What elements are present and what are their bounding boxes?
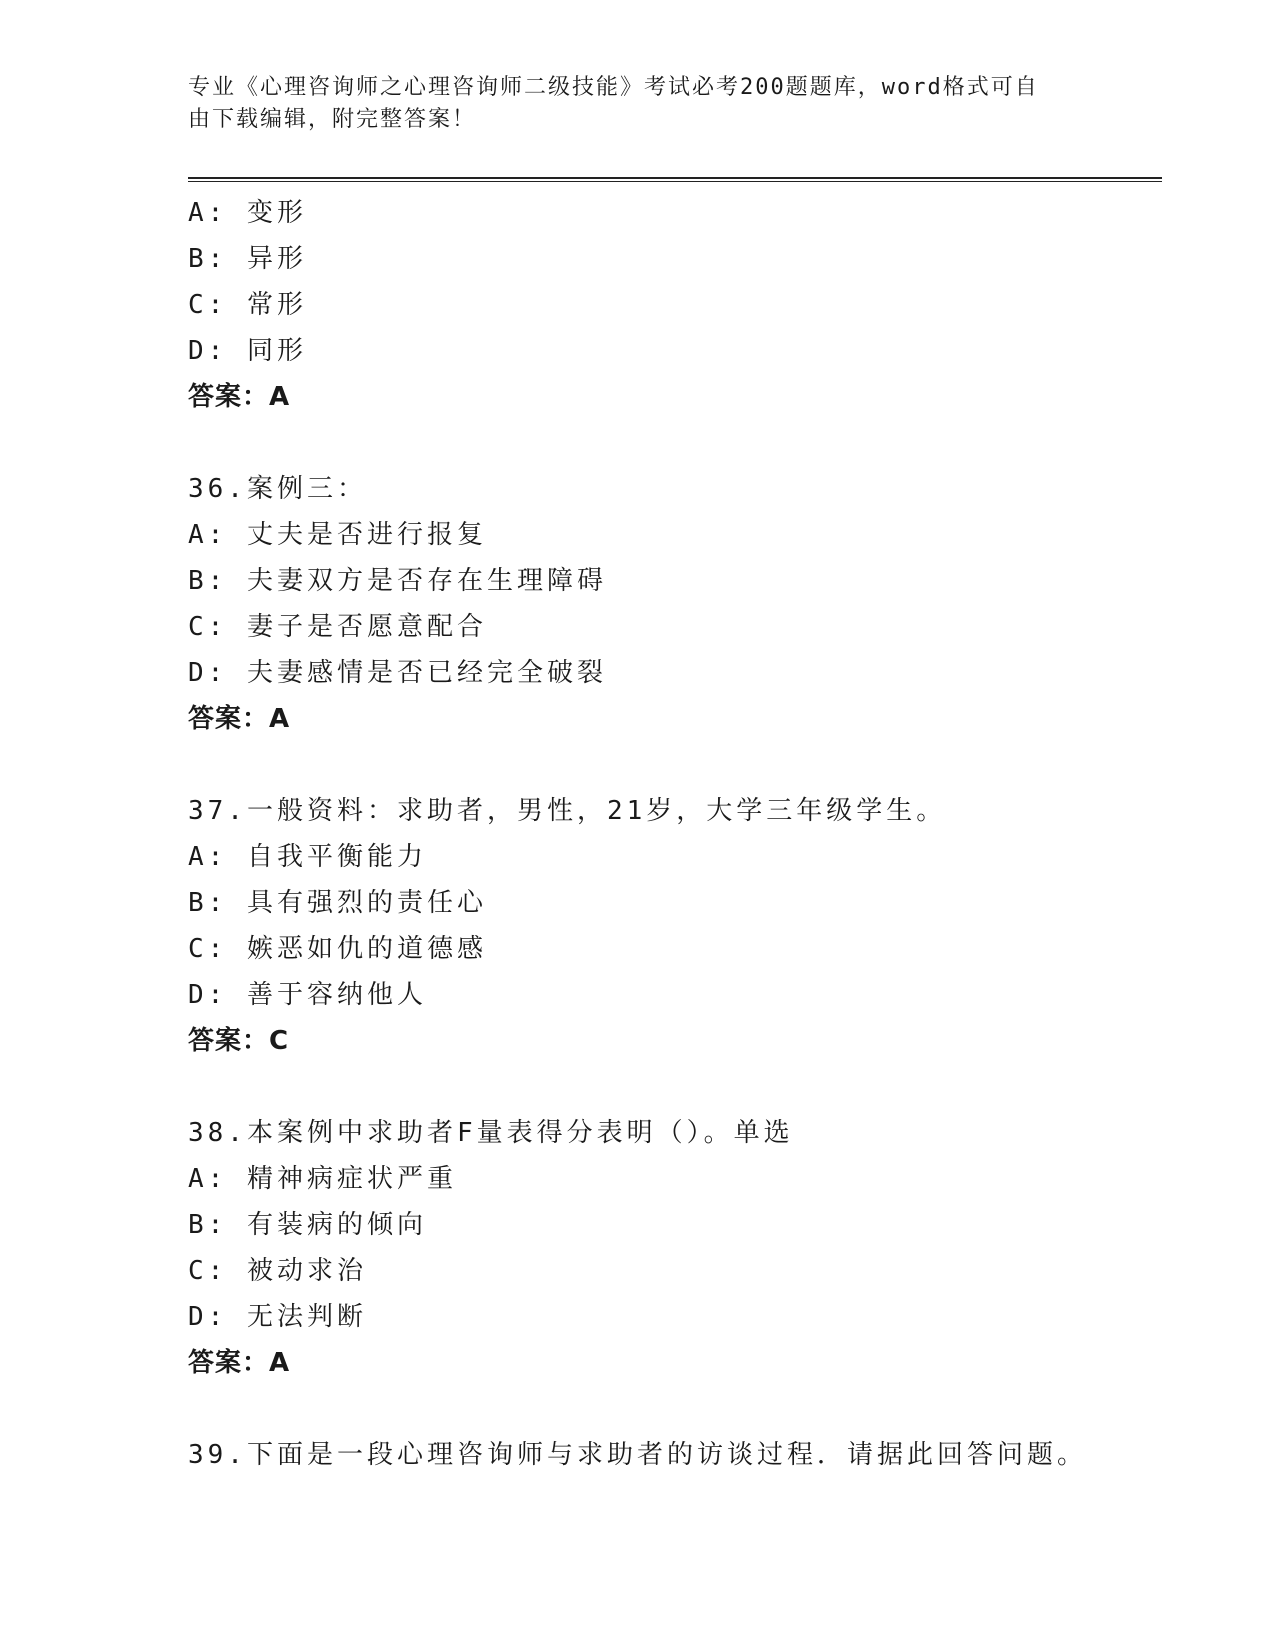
question-stem: 39.下面是一段心理咨询师与求助者的访谈过程．请据此回答问题。 xyxy=(188,1440,1087,1470)
option-d: D: 无法判断 xyxy=(188,1302,367,1332)
document-header xyxy=(188,72,1068,136)
option-c: C: 常形 xyxy=(188,290,307,320)
option-b: B: 夫妻双方是否存在生理障碍 xyxy=(188,566,607,596)
option-c: C: 妻子是否愿意配合 xyxy=(188,612,487,642)
option-c: C: 嫉恶如仇的道德感 xyxy=(188,934,487,964)
option-b: B: 有装病的倾向 xyxy=(188,1210,427,1240)
block-spacer xyxy=(188,420,1162,466)
question-block-36 xyxy=(188,466,1162,742)
question-stem: 36.案例三： xyxy=(188,474,367,504)
option-a: A: 丈夫是否进行报复 xyxy=(188,520,487,550)
option-a: A: 变形 xyxy=(188,198,307,228)
header-line-1: 专业《心理咨询师之心理咨询师二级技能》考试必考200题题库，word格式可自 xyxy=(188,75,1039,100)
answer-line: 答案：A xyxy=(188,382,291,412)
header-divider xyxy=(188,177,1162,182)
block-spacer xyxy=(188,1386,1162,1432)
option-b: B: 异形 xyxy=(188,244,307,274)
option-b: B: 具有强烈的责任心 xyxy=(188,888,487,918)
option-a: A: 精神病症状严重 xyxy=(188,1164,457,1194)
block-spacer xyxy=(188,1064,1162,1110)
block-spacer xyxy=(188,742,1162,788)
option-c: C: 被动求治 xyxy=(188,1256,367,1286)
answer-line: 答案：C xyxy=(188,1026,290,1056)
option-a: A: 自我平衡能力 xyxy=(188,842,427,872)
question-stem: 37.一般资料：求助者，男性，21岁，大学三年级学生。 xyxy=(188,796,947,826)
question-list xyxy=(188,190,1162,1478)
question-block-39 xyxy=(188,1432,1162,1478)
option-d: D: 善于容纳他人 xyxy=(188,980,427,1010)
header-line-2: 由下载编辑，附完整答案！ xyxy=(188,107,477,132)
question-stem: 38.本案例中求助者F量表得分表明（）。单选 xyxy=(188,1118,794,1148)
option-d: D: 夫妻感情是否已经完全破裂 xyxy=(188,658,607,688)
answer-line: 答案：A xyxy=(188,704,291,734)
option-d: D: 同形 xyxy=(188,336,307,366)
question-block-35 xyxy=(188,190,1162,420)
question-block-37 xyxy=(188,788,1162,1064)
question-block-38 xyxy=(188,1110,1162,1386)
answer-line: 答案：A xyxy=(188,1348,291,1378)
